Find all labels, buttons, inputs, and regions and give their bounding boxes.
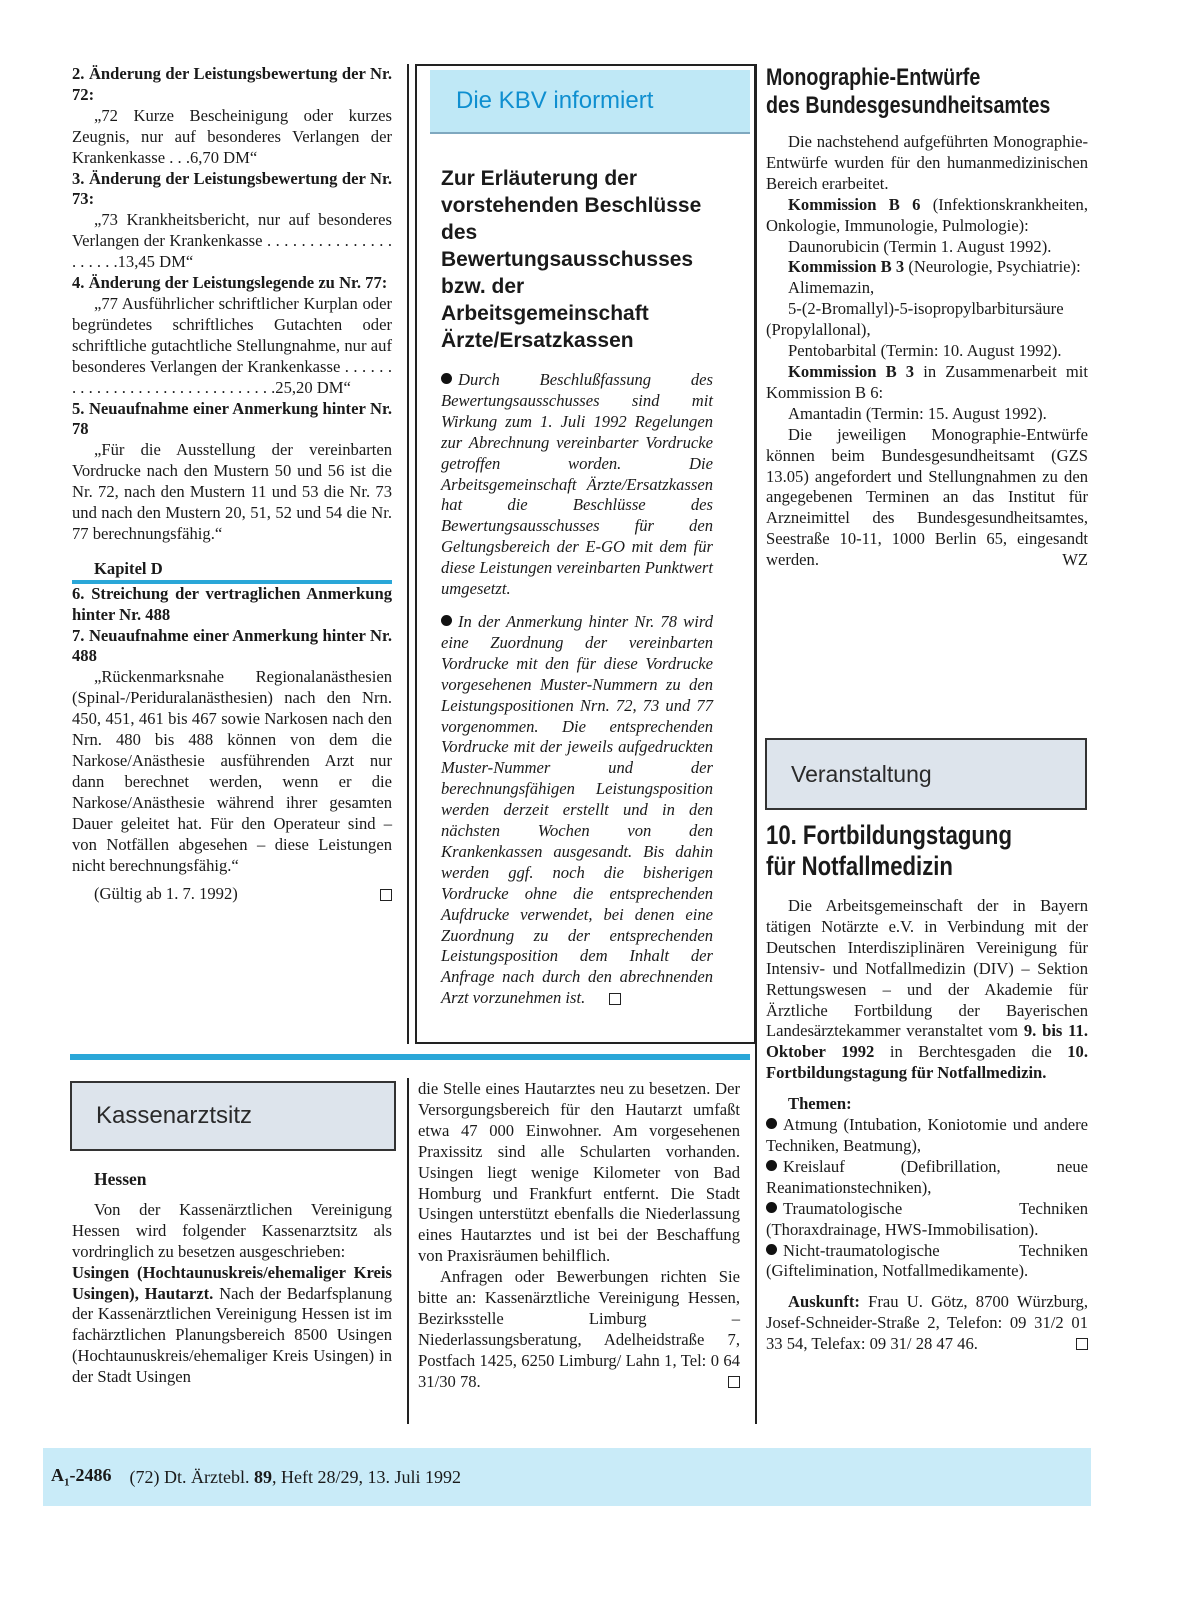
section-divider [70,1054,750,1060]
validity-text: (Gültig ab 1. 7. 1992) [94,884,238,904]
monographie-intro: Die nachstehend aufgeführten Monographie-Entwürfe wurden für den humanmedizinischen Bereich erarbeitet. [766,132,1088,193]
journal-citation: (72) Dt. Ärztebl. 89, Heft 28/29, 13. Juli 1992 [129,1466,461,1487]
kbv-content [441,165,713,1009]
section-4-text: „77 Ausführlicher schriftlicher Kurplan oder begründetes schriftliches Gutachten oder schriftliche gutachtliche Stellungnahme, nur auf besonderes Verlangen der Krankenkasse . . . . . . . . . . . . . . . . . . . . . . . . . . . . . . .25,20 DM“ [72,293,392,397]
kassen-paragraph-4: Anfragen oder Bewerbungen richten Sie bitte an: Kassenärztliche Vereinigung Hessen, Bezirksstelle Limburg – Niederlassungsberatung, Adelheidstraße 7, Postfach 1425, 6250 Limburg/ Lahn 1, Tel: 0 64 31/30 78. [418,1267,740,1391]
kommission-b3-b6-item: Amantadin (Termin: 15. August 1992). [788,403,1047,423]
bullet-icon [766,1118,777,1129]
kassenarztsitz-right [418,1079,740,1393]
bullet-icon [766,1202,777,1213]
author-sign: WZ [1062,550,1088,570]
monographie-title-1: Monographie-Entwürfe [766,64,981,91]
kbv-title: Zur Erläuterung der vorstehenden Beschlüsse des Bewertungsausschusses bzw. der Arbeitsgemeinschaft Ärzte/Ersatzkassen [441,167,702,352]
end-square-icon [609,993,621,1005]
veranstaltung-text: Die Arbeitsgemeinschaft der in Bayern tätigen Notärzte e.V. in Verbindung mit der Deutschen Interdisziplinären Vereinigung für Intensiv- und Notfallmedizin (DIV) – Sektion Rettungswesen – und der Akademie für Ärztliche Fortbildung der Bayerischen Landesärztekammer veranstaltet vom 9. bis 11. Oktober 1992 in Berchtesgaden die 10. Fortbildungstagung für Notfallmedizin. [766,896,1088,1083]
veranstaltung-header: Veranstaltung [765,738,1087,810]
validity-line [72,884,392,905]
page-footer [43,1448,1091,1506]
kommission-b3-item-3: Pentobarbital (Termin: 10. August 1992). [788,341,1062,361]
bullet-icon [766,1244,777,1255]
monographie-title-2: des Bundesgesundheitsamtes [766,92,1051,119]
monographie-article [766,64,1088,571]
section-3-heading: 3. Änderung der Leistungsbewertung der Nr. 73: [72,168,392,209]
kassenarztsitz-left [72,1169,392,1388]
veranstaltung-title-1: 10. Fortbildungstagung [766,820,1012,850]
kassen-paragraph-2: Usingen (Hochtaunuskreis/ehemaliger Kreis Usingen), Hautarzt. Nach der Bedarfsplanung der Kassenärztlichen Vereinigung Hessen ist im fachärztlichen Planungsbereich 8500 Usingen (Hochtaunuskreis/ehemaliger Kreis Usingen) in der Stadt Usingen [72,1262,392,1387]
auskunft: Auskunft: Frau U. Götz, 8700 Würzburg, Josef-Schneider-Straße 2, Telefon: 09 31/2 01 33 54, Telefax: 09 31/ 28 47 46. [766,1292,1088,1354]
thema-1: Atmung (Intubation, Koniotomie und andere Techniken, Beatmung), [766,1115,1088,1155]
kommission-b3-item-1: Alimemazin, [788,278,875,298]
section-5-heading: 5. Neuaufnahme einer Anmerkung hinter Nr. 78 [72,398,392,439]
region-heading: Hessen [94,1169,147,1189]
kassen-paragraph-1: Von der Kassenärztlichen Vereinigung Hessen wird folgender Kassenarztsitz als vordringlich zu besetzen ausgeschrieben: [72,1199,392,1261]
end-square-icon [1076,1338,1088,1350]
kassenarztsitz-header: Kassenarztsitz [70,1081,396,1151]
kbv-paragraph-1: Durch Beschlußfassung des Bewertungsausschusses sind mit Wirkung zum 1. Juli 1992 Regelungen zur Abrechnung vereinbarter Vordrucke getroffen worden. Die Arbeitsgemeinschaft Ärzte/Ersatzkassen hat die Beschlüsse des Bewertungsausschusses für den Geltungsbereich der E-GO mit dem für diese Leistungen vereinbarten Punktwert umgesetzt. [441,370,713,599]
section-7-heading: 7. Neuaufnahme einer Anmerkung hinter Nr. 488 [72,625,392,666]
section-2-text: „72 Kurze Bescheinigung oder kurzes Zeugnis, nur auf besonderes Verlangen der Krankenkasse . . .6,70 DM“ [72,105,392,167]
end-square-icon [380,889,392,901]
section-4-heading: 4. Änderung der Leistungslegende zu Nr. 77: [72,273,388,293]
end-square-icon [728,1376,740,1388]
monographie-outro: Die jeweiligen Monographie-Entwürfe können beim Bundesgesundheitsamt (GZS 13.05) angefordert und Stellungnahmen zu den angegebenen Terminen an das Institut für Arzneimittel des Bundesgesundheitsamtes, Seestraße 10-11, 1000 Berlin 65, eingesandt werden. WZ [766,424,1088,570]
veranstaltung-title-2: für Notfallmedizin [766,851,953,881]
kbv-paragraph-2: In der Anmerkung hinter Nr. 78 wird eine Zuordnung der vereinbarten Vordrucke mit den für diese Vordrucke vorgesehenen Muster-Nummern zu den Leistungspositionen Nrn. 72, 73 und 77 vorgenommen. Die entsprechenden Vordrucke mit der jeweils aufgedruckten Muster-Nummer und der berechnungsfähigen Leistungsposition werden derzeit erstellt und in den nächsten Wochen von den Krankenkassen ausgesandt. Bis dahin werden ggf. noch die bisherigen Vordrucke ohne die entsprechenden Aufdrucke verwendet, bei denen eine Zuordnung zu der entsprechenden Leistungsposition dem Inhalt der Anfrage nach durch den abrechnenden Arzt vorzunehmen ist. [441,611,713,1008]
section-2-heading: 2. Änderung der Leistungsbewertung der Nr. 72: [72,64,392,104]
column-rule-3 [407,1078,409,1424]
column-rule-1 [407,64,409,1044]
column-rule-2 [755,64,757,1424]
kommission-b6: Kommission B 6 (Infektionskrankheiten, Onkologie, Immunologie, Pulmologie): [766,194,1088,235]
kapitel-heading: Kapitel D [72,559,392,584]
bullet-icon [766,1160,777,1171]
kommission-b3-b6: Kommission B 3 in Zusammenarbeit mit Kommission B 6: [766,361,1088,402]
column-left-amendments [72,64,392,905]
section-5-text: „Für die Ausstellung der vereinbarten Vordrucke nach den Mustern 50 und 56 ist die Nr. 72, nach den Mustern 11 und 53 die Nr. 73 und nach den Mustern 20, 51, 52 und 54 die Nr. 77 berechnungsfähig.“ [72,440,392,543]
kassen-paragraph-3: die Stelle eines Hautarztes neu zu besetzen. Der Versorgungsbereich für den Hautarzt umfaßt etwa 47 000 Einwohner. Am vorgesehenen Praxissitz sind alle Schularten vorhanden. Usingen liegt wenige Kilometer von Bad Homburg und Frankfurt entfernt. Die Stadt Usingen unterstützt ebenfalls die Niederlassung eines Hautarztes und ist bei der Beschaffung von Praxisräumen behilflich. [418,1079,740,1266]
section-6-heading: 6. Streichung der vertraglichen Anmerkung hinter Nr. 488 [72,583,392,624]
themen-label: Themen: [788,1094,852,1114]
bullet-icon [441,373,452,384]
thema-3: Traumatologische Techniken (Thoraxdrainage, HWS-Immobilisation). [766,1198,1088,1239]
section-7-text: „Rückenmarksnahe Regionalanästhesien (Spinal-/Periduralanästhesien) nach den Nrn. 450, 451, 461 bis 467 sowie Narkosen nach den Nrn. 480 bis 488 können von dem die Narkose/Anästhesie ausführenden Arzt nur dann berechnet werden, wenn er die Narkose/Anästhesie während ihrer gesamten Dauer geleitet hat. Für den Operateur sind – von Notfällen abgesehen – diese Leistungen nicht berechnungsfähig.“ [72,667,392,875]
kommission-b3: Kommission B 3 (Neurologie, Psychiatrie): [788,257,1081,277]
veranstaltung-article [766,820,1088,1355]
thema-4: Nicht-traumatologische Techniken (Giftelimination, Notfallmedikamente). [766,1240,1088,1281]
kbv-header: Die KBV informiert [430,70,750,134]
page-number: $A_1-2486$ [51,1465,112,1489]
kommission-b3-item-2: 5-(2-Bromallyl)-5-isopropylbarbitursäure (Propylallonal), [766,299,1064,340]
bullet-icon [441,615,452,626]
thema-2: Kreislauf (Defibrillation, neue Reanimationstechniken), [766,1156,1088,1197]
section-3-text: „73 Krankheitsbericht, nur auf besonderes Verlangen der Krankenkasse . . . . . . . . . . . . . . . . . . . . .13,45 DM“ [72,210,392,272]
kommission-b6-item: Daunorubicin (Termin 1. August 1992). [788,236,1052,256]
